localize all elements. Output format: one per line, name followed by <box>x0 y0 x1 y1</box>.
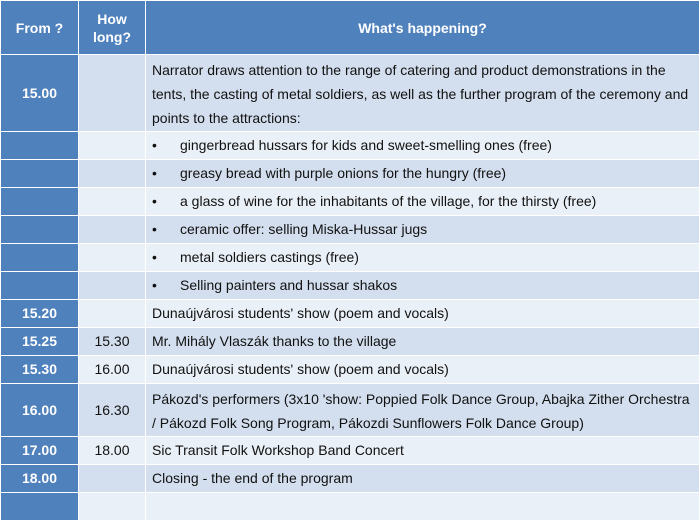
duration-cell <box>79 55 146 132</box>
bullet-icon: • <box>152 137 157 153</box>
table-row <box>1 160 700 188</box>
table-row <box>1 272 700 300</box>
bullet-icon: • <box>152 193 157 209</box>
duration-cell: 16.30 <box>79 384 146 437</box>
from-cell: 15.00 <box>1 55 79 132</box>
bullet-text: ceramic offer: selling Miska-Hussar jugs <box>180 221 428 237</box>
from-cell <box>1 188 79 216</box>
bullet-text: a glass of wine for the inhabitants of the village, for the thirsty (free) <box>180 193 597 209</box>
duration-cell: 18.00 <box>79 437 146 465</box>
duration-cell <box>79 244 146 272</box>
bullet-text: Selling painters and hussar shakos <box>180 277 398 293</box>
table-row <box>1 328 700 356</box>
duration-cell <box>79 188 146 216</box>
table-row <box>1 244 700 272</box>
description-cell: Mr. Mihály Vlaszák thanks to the village <box>146 328 700 356</box>
from-cell: 15.25 <box>1 328 79 356</box>
table-row <box>1 55 700 132</box>
from-cell <box>1 216 79 244</box>
from-cell: 16.00 <box>1 384 79 437</box>
duration-cell: 15.30 <box>79 328 146 356</box>
description-cell <box>146 132 700 160</box>
table-row <box>1 356 700 384</box>
table-row <box>1 437 700 465</box>
from-cell: 15.20 <box>1 300 79 328</box>
table-row <box>1 216 700 244</box>
duration-cell: 16.00 <box>79 356 146 384</box>
duration-cell <box>79 160 146 188</box>
duration-cell <box>79 216 146 244</box>
bullet-icon: • <box>152 277 157 293</box>
header-from: From ? <box>1 1 79 55</box>
description-cell: Narrator draws attention to the range of catering and product demonstrations in the tents, the casting of metal soldiers, as well as the further program of the ceremony and points to the attractions: <box>146 55 700 132</box>
description-cell <box>146 272 700 300</box>
description-cell <box>146 160 700 188</box>
header-row <box>1 1 700 55</box>
from-cell: 17.00 <box>1 437 79 465</box>
description-cell: Pákozd's performers (3x10 'show: Poppied Folk Dance Group, Abajka Zither Orchestra / Pákozd Folk Song Program, Pákozdi Sunflowers Folk Dance Group) <box>146 384 700 437</box>
from-cell: 18.00 <box>1 465 79 493</box>
duration-cell <box>79 465 146 493</box>
table-row <box>1 300 700 328</box>
header-how-long: How long? <box>79 1 146 55</box>
duration-cell <box>79 300 146 328</box>
description-cell: Sic Transit Folk Workshop Band Concert <box>146 437 700 465</box>
from-cell: 15.30 <box>1 356 79 384</box>
duration-cell <box>79 272 146 300</box>
duration-cell <box>79 132 146 160</box>
bullet-icon: • <box>152 165 157 181</box>
from-cell <box>1 244 79 272</box>
from-cell <box>1 132 79 160</box>
description-cell <box>146 244 700 272</box>
description-cell: Closing - the end of the program <box>146 465 700 493</box>
table-row <box>1 384 700 437</box>
description-cell <box>146 216 700 244</box>
description-cell: Dunaújvárosi students' show (poem and vocals) <box>146 356 700 384</box>
bullet-icon: • <box>152 221 157 237</box>
table-row <box>1 188 700 216</box>
table-row <box>1 132 700 160</box>
header-whats-happening: What's happening? <box>146 1 700 55</box>
from-cell <box>1 160 79 188</box>
bullet-text: gingerbread hussars for kids and sweet-smelling ones (free) <box>180 137 552 153</box>
description-cell: Dunaújvárosi students' show (poem and vocals) <box>146 300 700 328</box>
from-cell <box>1 272 79 300</box>
bullet-text: metal soldiers castings (free) <box>180 249 359 265</box>
table-row <box>1 465 700 493</box>
bullet-text: greasy bread with purple onions for the hungry (free) <box>180 165 507 181</box>
bullet-icon: • <box>152 249 157 265</box>
description-cell <box>146 188 700 216</box>
